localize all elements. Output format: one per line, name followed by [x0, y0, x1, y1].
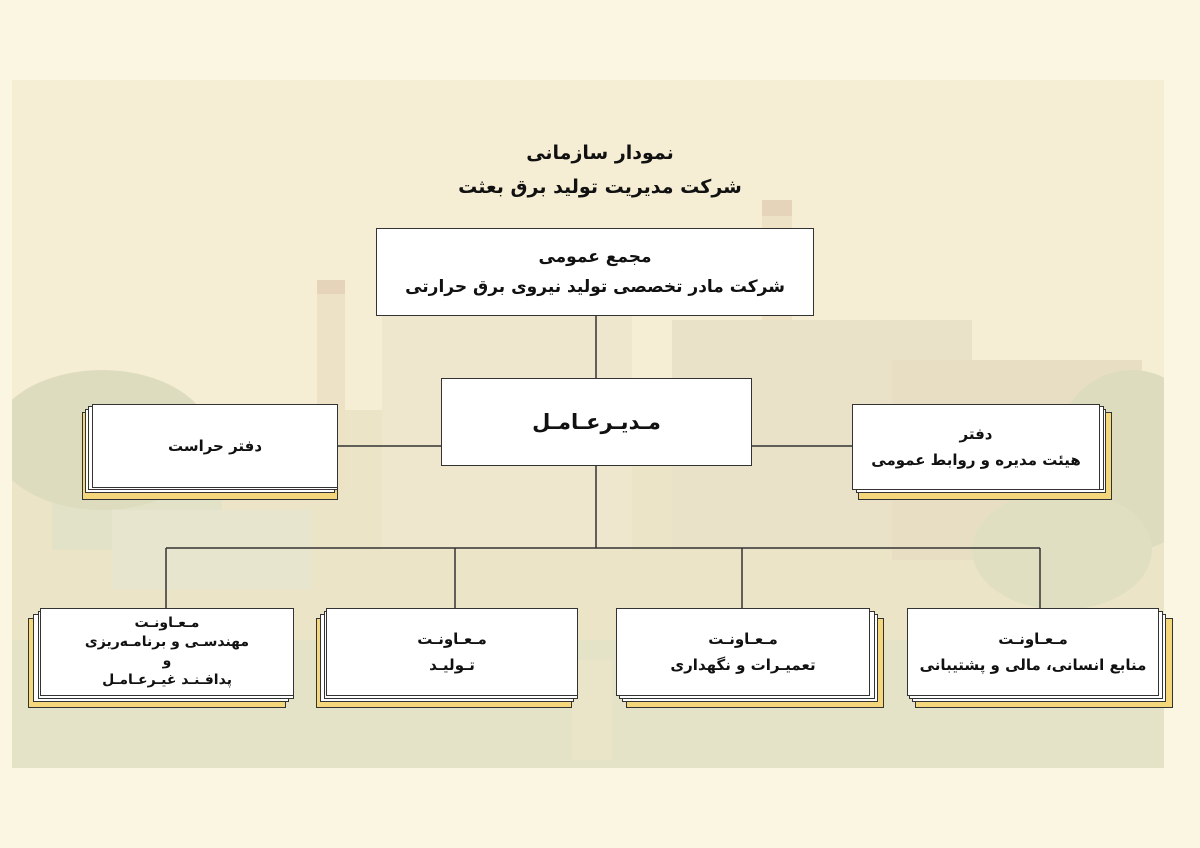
general-assembly-title: مجمع عمومی — [538, 247, 652, 267]
board-office-box — [852, 404, 1100, 490]
deputy-engineering-box — [40, 608, 294, 696]
board-office-title: دفتر — [959, 425, 993, 443]
deputy-maintenance-subtitle: تعمیـرات و نگهداری — [670, 656, 816, 674]
board-office-subtitle: هیئت مدیره و روابط عمومی — [871, 451, 1081, 469]
ceo-box — [441, 378, 752, 466]
ceo-label: مـدیـرعـامـل — [532, 410, 661, 434]
deputy-production-title: مـعـاونـت — [417, 630, 487, 648]
deputy-hr-title: مـعـاونـت — [998, 630, 1068, 648]
general-assembly-box — [376, 228, 814, 316]
deputy-engineering-title: مـعـاونـت — [134, 615, 200, 631]
deputy-hr-box — [907, 608, 1159, 696]
deputy-maintenance-title: مـعـاونـت — [708, 630, 778, 648]
deputy-engineering-subtitle-2: پدافـنـد غیـرعـامـل — [102, 672, 232, 688]
deputy-engineering-conjunction: و — [162, 653, 172, 669]
deputy-production-box — [326, 608, 578, 696]
deputy-production-subtitle: تـولیـد — [429, 656, 475, 674]
deputy-maintenance-box — [616, 608, 870, 696]
deputy-hr-subtitle: منابع انسانی، مالی و پشتیبانی — [919, 656, 1147, 674]
security-office-label: دفتر حراست — [167, 437, 263, 455]
chart-subtitle: شرکت مدیریت تولید برق بعثت — [458, 176, 742, 198]
chart-title: نمودار سازمانی — [526, 142, 674, 164]
security-office-box — [92, 404, 338, 488]
deputy-engineering-subtitle: مهندسـی و برنامـه‌ریزی — [84, 634, 250, 650]
general-assembly-subtitle: شرکت مادر تخصصی تولید نیروی برق حرارتی — [405, 277, 785, 297]
